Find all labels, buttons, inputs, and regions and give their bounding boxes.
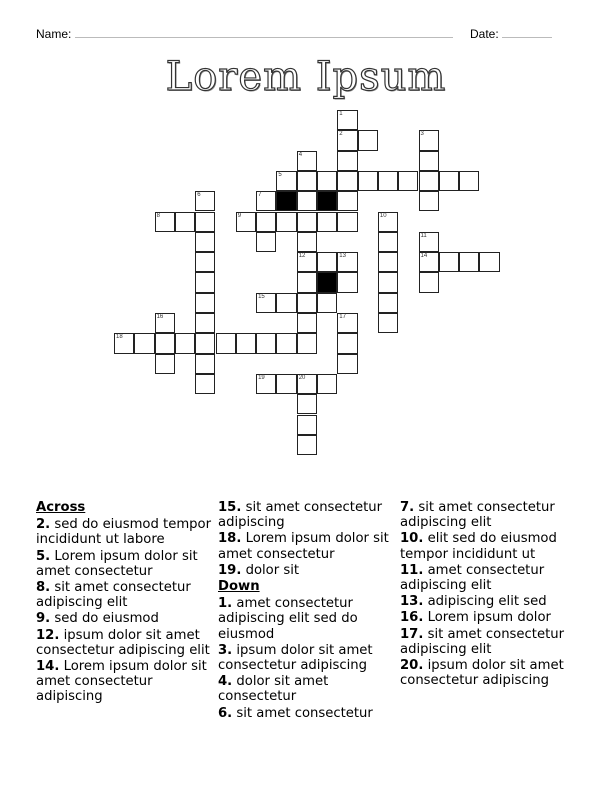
name-blank-line[interactable] — [75, 27, 453, 38]
grid-cell[interactable] — [256, 333, 276, 353]
clue-number: 3 — [420, 131, 424, 138]
grid-cell[interactable] — [195, 191, 215, 211]
grid-cell[interactable] — [276, 333, 296, 353]
black-cell — [317, 191, 337, 211]
grid-cell[interactable] — [459, 171, 479, 191]
grid-cell[interactable] — [297, 212, 317, 232]
clue-number: 8 — [156, 212, 160, 219]
clue-number: 16 — [156, 314, 164, 320]
grid-cell[interactable] — [337, 151, 357, 171]
clue-column-1 — [36, 500, 216, 706]
grid-cell[interactable] — [155, 212, 175, 232]
name-label: Name: — [36, 27, 72, 41]
clue-number: 6 — [197, 192, 201, 199]
grid-cell[interactable] — [337, 130, 357, 150]
grid-cell[interactable] — [195, 374, 215, 394]
clue-down: 16. Lorem ipsum dolor — [400, 610, 551, 626]
grid-cell[interactable] — [317, 293, 337, 313]
grid-cell[interactable] — [358, 171, 378, 191]
grid-cell[interactable] — [216, 333, 236, 353]
grid-cell[interactable] — [195, 252, 215, 272]
clue-number: 11 — [420, 232, 427, 239]
grid-cell[interactable] — [337, 333, 357, 353]
grid-cell[interactable] — [297, 293, 317, 313]
name-field-row — [36, 27, 453, 41]
clue-down: 6. sit amet consectetur — [218, 705, 373, 721]
grid-cell[interactable] — [419, 272, 439, 292]
clue-down: 17. sit amet consectetur adipiscing elit — [400, 626, 565, 657]
clue-across: 14. Lorem ipsum dolor sit amet consectetur adipiscing — [36, 659, 207, 705]
grid-cell[interactable] — [195, 333, 215, 353]
grid-cell[interactable] — [317, 212, 337, 232]
grid-cell[interactable] — [297, 333, 317, 353]
grid-cell[interactable] — [297, 232, 317, 252]
grid-cell[interactable] — [358, 130, 378, 150]
grid-cell[interactable] — [175, 212, 195, 232]
grid-cell[interactable] — [317, 252, 337, 272]
clue-number: 14 — [420, 253, 428, 260]
clue-number: 5 — [278, 171, 282, 178]
grid-cell[interactable] — [256, 191, 276, 211]
clue-down: 20. ipsum dolor sit amet consectetur adipiscing — [400, 658, 564, 689]
grid-cell[interactable] — [337, 354, 357, 374]
clue-number: 4 — [298, 151, 303, 158]
grid-cell[interactable] — [256, 293, 276, 313]
grid-cell[interactable] — [276, 374, 296, 394]
clue-number: 1 — [339, 111, 343, 117]
clue-across: 15. sit amet consectetur adipiscing — [218, 500, 383, 531]
date-label: Date: — [470, 27, 499, 41]
clue-number: 10 — [379, 212, 387, 219]
grid-cell[interactable] — [297, 415, 317, 435]
grid-cell[interactable] — [378, 272, 398, 292]
grid-cell[interactable] — [256, 212, 276, 232]
grid-cell[interactable] — [175, 333, 195, 353]
grid-cell[interactable] — [378, 232, 398, 252]
grid-cell[interactable] — [297, 191, 317, 211]
grid-cell[interactable] — [378, 252, 398, 272]
page-title: Lorem Ipsum — [165, 54, 447, 100]
clue-down: 7. sit amet consectetur adipiscing elit — [400, 500, 555, 531]
grid-cell[interactable] — [195, 354, 215, 374]
grid-cell[interactable] — [337, 252, 357, 272]
grid-cell[interactable] — [297, 435, 317, 455]
grid-cell[interactable] — [195, 313, 215, 333]
clue-across: 5. Lorem ipsum dolor sit amet consectetur — [36, 548, 198, 579]
grid-cell[interactable] — [236, 212, 256, 232]
clue-column-2 — [218, 500, 398, 722]
grid-cell[interactable] — [297, 252, 317, 272]
date-blank-line[interactable] — [502, 27, 552, 38]
grid-cell[interactable] — [419, 232, 439, 252]
clue-column-3 — [400, 500, 585, 689]
clue-number: 9 — [237, 212, 242, 219]
clue-across: 19. dolor sit — [218, 562, 300, 578]
grid-cell[interactable] — [337, 313, 357, 333]
clue-across: 12. ipsum dolor sit amet consectetur adipiscing elit — [36, 627, 210, 658]
clue-number: 19 — [258, 374, 265, 381]
grid-cell[interactable] — [419, 130, 439, 150]
grid-cell[interactable] — [378, 212, 398, 232]
grid-cell[interactable] — [378, 171, 398, 191]
clue-down: 11. amet consectetur adipiscing elit — [400, 562, 545, 594]
clue-down: 3. ipsum dolor sit amet consectetur adipiscing — [218, 642, 373, 674]
grid-cell[interactable] — [297, 171, 317, 191]
date-field-row — [470, 27, 552, 41]
clue-number: 17 — [339, 314, 346, 320]
grid-cell[interactable] — [337, 272, 357, 292]
clue-number: 13 — [339, 253, 346, 260]
grid-cell[interactable] — [276, 212, 296, 232]
grid-cell[interactable] — [256, 232, 276, 252]
grid-cell[interactable] — [114, 333, 134, 353]
clue-number: 20 — [298, 374, 306, 381]
clue-across: 18. Lorem ipsum dolor sit amet consectetur — [218, 531, 389, 562]
grid-cell[interactable] — [459, 252, 479, 272]
down-heading: Down — [218, 579, 260, 595]
clue-number: 12 — [298, 253, 306, 260]
clue-down: 10. elit sed do eiusmod tempor incididunt ut — [400, 531, 557, 562]
grid-cell[interactable] — [317, 374, 337, 394]
clue-across: 8. sit amet consectetur adipiscing elit — [36, 580, 191, 611]
grid-cell[interactable] — [297, 374, 317, 394]
clue-number: 18 — [116, 334, 123, 341]
grid-cell[interactable] — [297, 272, 317, 292]
clue-down: 4. dolor sit amet consectetur — [218, 674, 329, 705]
grid-cell[interactable] — [419, 252, 439, 272]
clue-down: 1. amet consectetur adipiscing elit sed do eiusmod — [218, 596, 358, 642]
grid-cell[interactable] — [276, 293, 296, 313]
grid-cell[interactable] — [439, 171, 459, 191]
grid-cell[interactable] — [337, 171, 357, 191]
grid-cell[interactable] — [378, 313, 398, 333]
clue-number: 15 — [258, 293, 265, 300]
grid-cell[interactable] — [419, 151, 439, 171]
grid-cell[interactable] — [419, 171, 439, 191]
grid-cell[interactable] — [337, 110, 357, 130]
grid-cell[interactable] — [155, 313, 175, 333]
grid-cell[interactable] — [195, 293, 215, 313]
grid-cell[interactable] — [337, 191, 357, 211]
grid-cell[interactable] — [479, 252, 499, 272]
grid-cell[interactable] — [276, 171, 296, 191]
clue-across: 9. sed do eiusmod — [36, 611, 159, 627]
clue-across: 2. sed do eiusmod tempor incididunt ut labore — [36, 517, 212, 548]
black-cell — [276, 191, 296, 211]
clue-number: 7 — [258, 192, 262, 199]
grid-cell[interactable] — [195, 232, 215, 252]
grid-cell[interactable] — [297, 151, 317, 171]
grid-cell[interactable] — [155, 333, 175, 353]
grid-cell[interactable] — [337, 212, 357, 232]
grid-cell[interactable] — [419, 191, 439, 211]
grid-cell[interactable] — [155, 354, 175, 374]
across-heading: Across — [36, 500, 86, 515]
grid-cell[interactable] — [378, 293, 398, 313]
grid-cell[interactable] — [297, 394, 317, 414]
grid-cell[interactable] — [317, 171, 337, 191]
grid-cell[interactable] — [256, 374, 276, 394]
clue-down: 13. adipiscing elit sed — [400, 594, 547, 610]
grid-cell[interactable] — [195, 272, 215, 292]
grid-cell[interactable] — [195, 212, 215, 232]
grid-cell[interactable] — [398, 171, 418, 191]
grid-cell[interactable] — [297, 313, 317, 333]
black-cell — [317, 272, 337, 292]
grid-cell[interactable] — [134, 333, 154, 353]
grid-cell[interactable] — [439, 252, 459, 272]
grid-cell[interactable] — [236, 333, 256, 353]
clue-number: 2 — [339, 131, 343, 138]
